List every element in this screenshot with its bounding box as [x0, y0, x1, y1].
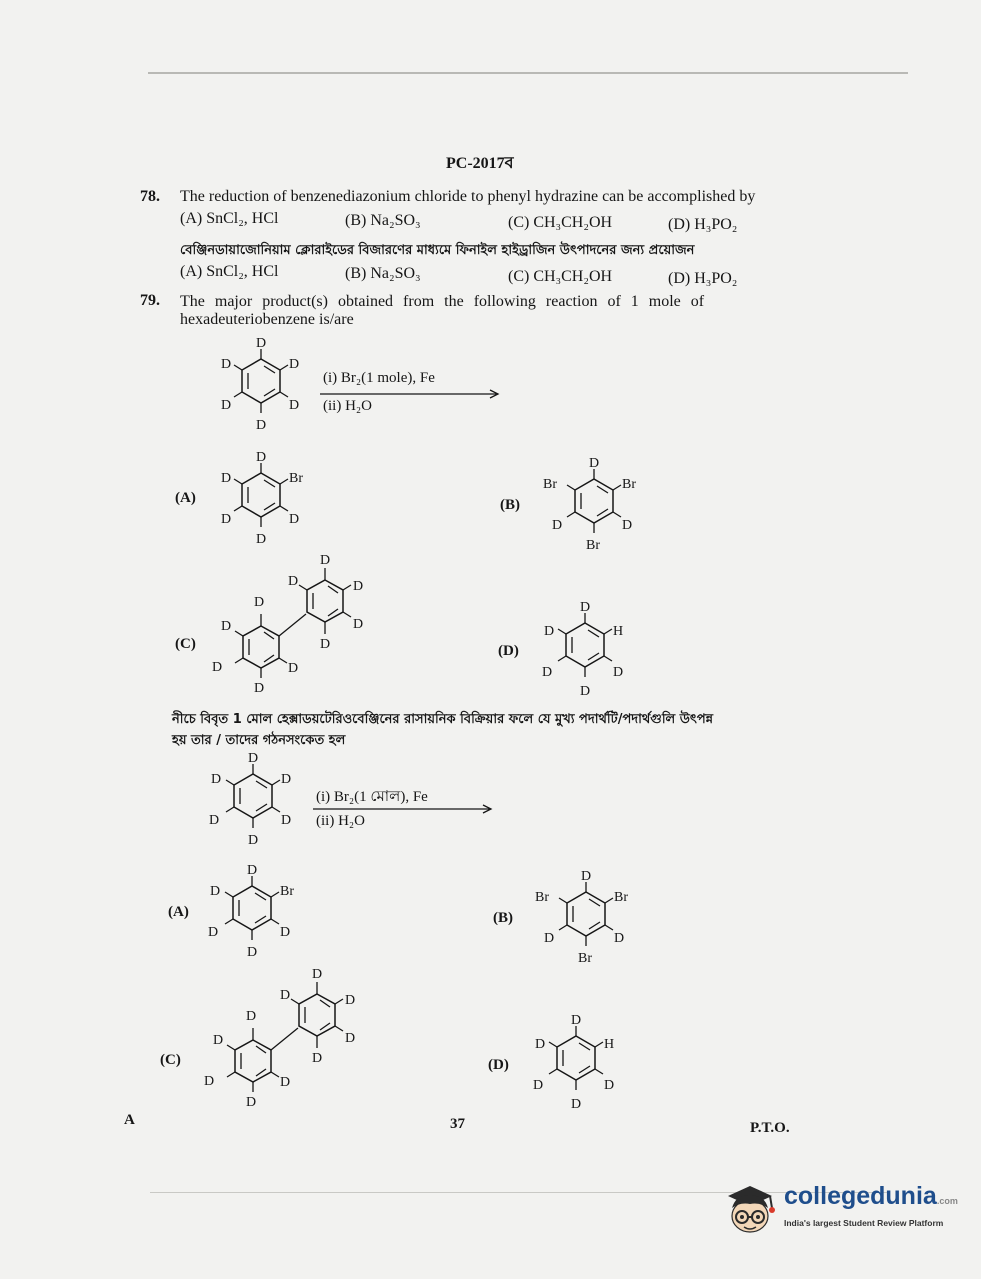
atom-label: D: [280, 988, 291, 1003]
atom-label: D: [288, 661, 299, 676]
atom-label: D: [320, 553, 331, 568]
q78-option-b: (B) Na₂SO₃: [345, 212, 421, 229]
atom-label: D: [288, 574, 299, 589]
q78-option-b-bn: (B) Na₂SO₃: [345, 265, 421, 282]
atom-label: D: [544, 931, 555, 946]
reactant-hexadeuteriobenzene-bn: [203, 746, 303, 850]
question-79-text-bn-line1: নীচে বিবৃত 1 মোল হেক্সাডয়টেরিওবেঞ্জিনের রাসায়নিক বিক্রিয়ার ফলে যে মুখ্য পদার্থটি/পদার্থগুলি উৎপন্ন: [172, 712, 714, 727]
question-78-text: The reduction of benzenediazonium chloride to phenyl hydrazine can be accomplished by: [180, 188, 756, 205]
question-79-text-line1: The major product(s) obtained from the following reaction of 1 mole of: [180, 293, 705, 310]
atom-label: D: [289, 398, 300, 413]
logo-tagline: India's largest Student Review Platform: [784, 1218, 944, 1228]
collegedunia-logo[interactable]: [722, 1178, 962, 1242]
logo-wordmark: [784, 1182, 958, 1211]
reagent-2: (ii) H₂O: [323, 398, 372, 414]
q78-option-a-bn: (A) SnCl₂, HCl: [180, 263, 279, 280]
atom-label: D: [209, 813, 220, 828]
reagent-2-bn: (ii) H₂O: [316, 813, 365, 829]
atom-label: D: [320, 637, 331, 652]
atom-label: D: [281, 813, 292, 828]
atom-label: D: [622, 518, 633, 533]
atom-label: D: [542, 665, 553, 680]
atom-label: Br: [543, 477, 557, 492]
logo-suffix: .com: [936, 1196, 958, 1206]
atom-label: D: [256, 532, 267, 547]
atom-label: D: [312, 1051, 323, 1066]
q79-bn-option-a-structure: [202, 858, 302, 962]
atom-label: D: [211, 772, 222, 787]
atom-label: D: [248, 833, 259, 848]
atom-label: D: [221, 357, 232, 372]
atom-label: D: [281, 772, 292, 787]
atom-label: D: [254, 681, 265, 696]
question-78-number: 78.: [140, 188, 160, 205]
set-letter: A: [124, 1112, 135, 1128]
atom-label: D: [604, 1078, 615, 1093]
q78-option-a: (A) SnCl₂, HCl: [180, 210, 279, 227]
q79-option-b-label: (B): [500, 497, 520, 513]
atom-label: D: [208, 925, 219, 940]
atom-label: D: [247, 863, 258, 878]
top-rule: [148, 72, 908, 74]
paper-code: PC-2017ব: [446, 155, 514, 172]
q79-option-d-label: (D): [498, 643, 519, 659]
atom-label: D: [533, 1078, 544, 1093]
q79-option-c-structure: [208, 548, 394, 698]
q79-bn-option-a-label: (A): [168, 904, 189, 920]
atom-label: D: [571, 1013, 582, 1028]
atom-label: D: [210, 884, 221, 899]
q79-option-d-structure: [535, 595, 639, 701]
q78-option-d-bn: (D) H₃PO₂: [668, 270, 738, 287]
atom-label: D: [312, 967, 323, 982]
question-79-text-line2: hexadeuteriobenzene is/are: [180, 311, 354, 328]
q79-option-c-label: (C): [175, 636, 196, 652]
atom-label: D: [212, 660, 223, 675]
atom-label: Br: [622, 477, 636, 492]
atom-label: Br: [586, 538, 600, 553]
atom-label: Br: [289, 471, 303, 486]
page-number: 37: [450, 1116, 465, 1132]
atom-label: D: [221, 619, 232, 634]
q79-bn-option-b-structure: [534, 864, 638, 970]
q79-bn-option-c-structure: [200, 962, 386, 1112]
mascot-icon: [722, 1178, 780, 1238]
reagent-1-bn: (i) Br₂(1 মোল), Fe: [316, 789, 428, 805]
atom-label: D: [256, 336, 267, 351]
atom-label: Br: [535, 890, 549, 905]
q79-option-b-structure: [542, 451, 646, 557]
atom-label: D: [589, 456, 600, 471]
atom-label: D: [221, 398, 232, 413]
atom-label: Br: [280, 884, 294, 899]
atom-label: D: [581, 869, 592, 884]
atom-label: D: [289, 357, 300, 372]
atom-label: D: [571, 1097, 582, 1112]
q79-bn-option-b-label: (B): [493, 910, 513, 926]
atom-label: H: [604, 1037, 615, 1052]
atom-label: Br: [614, 890, 628, 905]
pto-label: P.T.O.: [750, 1120, 790, 1136]
atom-label: D: [248, 751, 259, 766]
atom-label: D: [289, 512, 300, 527]
atom-label: D: [353, 579, 364, 594]
atom-label: D: [345, 1031, 356, 1046]
q79-bn-option-d-label: (D): [488, 1057, 509, 1073]
q79-option-a-structure: [215, 447, 315, 551]
atom-label: D: [345, 993, 356, 1008]
atom-label: D: [204, 1074, 215, 1089]
atom-label: D: [246, 1095, 257, 1110]
atom-label: D: [544, 624, 555, 639]
atom-label: D: [213, 1033, 224, 1048]
atom-label: D: [613, 665, 624, 680]
atom-label: D: [256, 450, 267, 465]
atom-label: D: [353, 617, 364, 632]
q78-option-c: (C) CH₃CH₂OH: [508, 214, 613, 231]
logo-name-text: collegedunia: [784, 1182, 937, 1210]
atom-label: Br: [578, 951, 592, 966]
atom-label: D: [254, 595, 265, 610]
q78-option-d: (D) H₃PO₂: [668, 216, 738, 233]
atom-label: D: [580, 600, 591, 615]
q79-bn-option-d-structure: [526, 1008, 630, 1114]
atom-label: D: [247, 945, 258, 960]
q79-bn-option-c-label: (C): [160, 1052, 181, 1068]
question-79-text-bn-line2: হয় তার / তাদের গঠনসংকেত হল: [172, 733, 346, 748]
atom-label: D: [552, 518, 563, 533]
atom-label: D: [614, 931, 625, 946]
q78-option-c-bn: (C) CH₃CH₂OH: [508, 268, 613, 285]
reagent-1: (i) Br₂(1 mole), Fe: [323, 370, 435, 386]
atom-label: D: [221, 512, 232, 527]
atom-label: D: [535, 1037, 546, 1052]
atom-label: D: [280, 1075, 291, 1090]
atom-label: H: [613, 624, 624, 639]
atom-label: D: [580, 684, 591, 699]
question-78-text-bn: বেঞ্জিনডায়াজোনিয়াম ক্লোরাইডের বিজারণের মাধ্যমে ফিনাইল হাইড্রাজিন উৎপাদনের জন্য প্রয়োজন: [180, 243, 695, 258]
atom-label: D: [246, 1009, 257, 1024]
reactant-hexadeuteriobenzene: [215, 333, 315, 437]
atom-label: D: [256, 418, 267, 433]
atom-label: D: [280, 925, 291, 940]
question-79-number: 79.: [140, 292, 160, 309]
atom-label: D: [221, 471, 232, 486]
q79-option-a-label: (A): [175, 490, 196, 506]
